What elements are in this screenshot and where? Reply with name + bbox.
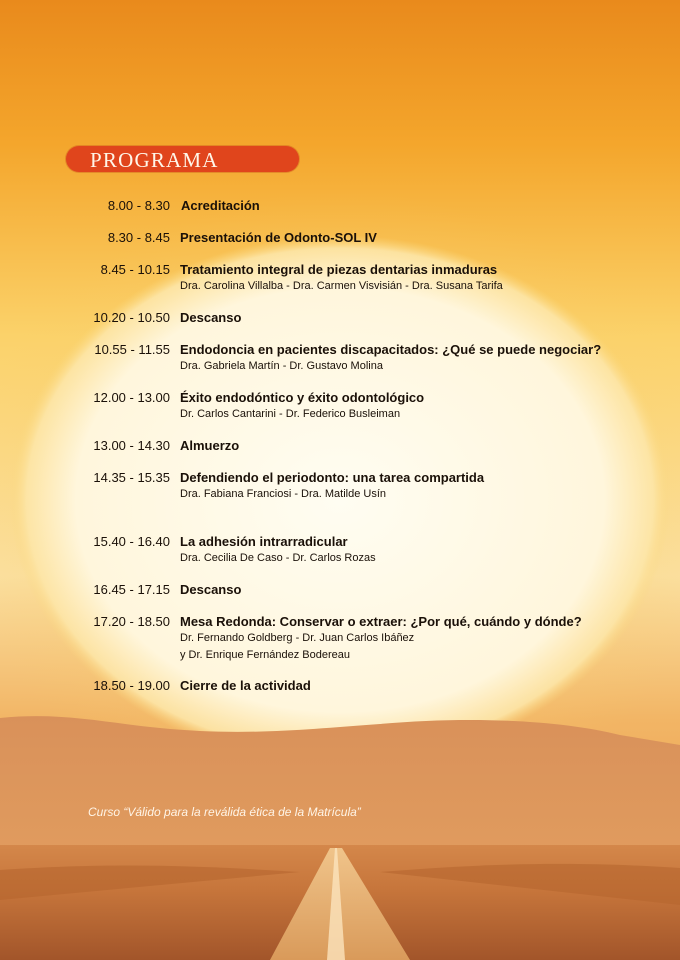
course-validity-note: Curso “Válido para la reválida ética de la Matrícula” [88, 805, 361, 819]
schedule-time: 18.50 - 19.00 [93, 678, 170, 693]
schedule-title: Cierre de la actividad [180, 678, 311, 693]
schedule-time: 8.00 - 8.30 [107, 198, 170, 213]
schedule-speakers: Dr. Carlos Cantarini - Dr. Federico Busleiman [180, 408, 401, 420]
schedule-title: Tratamiento integral de piezas dentarias inmaduras [180, 262, 498, 277]
schedule-title: Descanso [180, 310, 242, 325]
schedule-title: Mesa Redonda: Conservar o extraer: ¿Por qué, cuándo y dónde? [180, 614, 582, 629]
schedule-title: Éxito endodóntico y éxito odontológico [180, 390, 425, 405]
schedule-speakers: Dra. Fabiana Franciosi - Dra. Matilde Usín [180, 488, 387, 500]
schedule-title: Acreditación [181, 198, 260, 213]
schedule-title: La adhesión intrarradicular [180, 534, 348, 549]
schedule-title: Almuerzo [180, 438, 240, 453]
programa-banner [66, 146, 299, 172]
schedule-time: 16.45 - 17.15 [93, 582, 170, 597]
schedule-time: 17.20 - 18.50 [93, 614, 170, 629]
schedule-time: 13.00 - 14.30 [93, 438, 170, 453]
schedule-speakers: Dra. Carolina Villalba - Dra. Carmen Visvisián - Dra. Susana Tarifa [180, 280, 503, 292]
schedule-time: 8.45 - 10.15 [100, 262, 170, 277]
schedule-speakers: y Dr. Enrique Fernández Bodereau [180, 649, 350, 661]
schedule-title: Defendiendo el periodonto: una tarea compartida [180, 470, 485, 485]
schedule-time: 12.00 - 13.00 [93, 390, 170, 405]
schedule-speakers: Dra. Gabriela Martín - Dr. Gustavo Molina [180, 360, 383, 372]
schedule-time: 10.20 - 10.50 [93, 310, 170, 325]
schedule-title: Presentación de Odonto-SOL IV [180, 230, 377, 245]
schedule-title: Endodoncia en pacientes discapacitados: ¿Qué se puede negociar? [180, 342, 602, 357]
schedule-time: 10.55 - 11.55 [94, 342, 170, 357]
schedule-time: 14.35 - 15.35 [93, 470, 170, 485]
programa-title: PROGRAMA [90, 148, 219, 172]
schedule-time: 8.30 - 8.45 [107, 230, 170, 245]
schedule-time: 15.40 - 16.40 [93, 534, 170, 549]
schedule-speakers: Dr. Fernando Goldberg - Dr. Juan Carlos Ibáñez [180, 632, 415, 644]
schedule-speakers: Dra. Cecilia De Caso - Dr. Carlos Rozas [180, 552, 376, 564]
schedule-title: Descanso [180, 582, 242, 597]
